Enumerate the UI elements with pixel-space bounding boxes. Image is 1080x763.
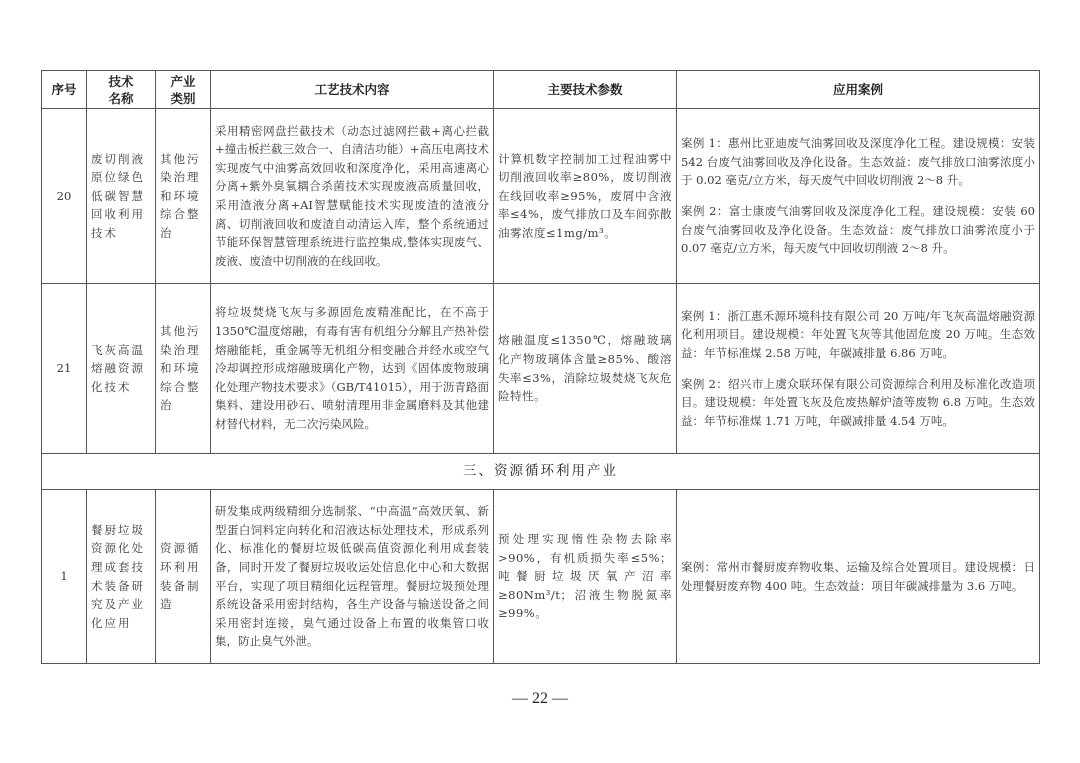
application-cases xyxy=(677,109,1040,284)
tech-name: 飞灰高温熔融资源化技术 xyxy=(87,284,156,454)
header-category-line2: 类别 xyxy=(170,90,196,106)
header-tech-name-line1: 技术 xyxy=(108,73,134,89)
section-title: 三、资源循环利用产业 xyxy=(42,454,1040,490)
row-number: 21 xyxy=(42,284,87,454)
main-params: 熔融温度≤1350℃，熔融玻璃化产物玻璃体含量≥85%、酸溶失率≤3%，消除垃圾焚烧飞灰危险特性。 xyxy=(494,284,677,454)
main-params: 预处理实现惰性杂物去除率>90%，有机质损失率≤5%；吨餐厨垃圾厌氧产沼率≥80Nm³/t；沼液生物脱氮率≥99%。 xyxy=(494,490,677,664)
header-serial: 序号 xyxy=(42,71,87,109)
page-number: — 22 — xyxy=(512,690,568,707)
process-content: 采用精密网盘拦截技术（动态过滤网拦截+离心拦截+撞击板拦截三效合一、自清洁功能）+高压电离技术实现废气中油雾高效回收和深度净化，采用高速离心分离+紫外臭氧耦合杀菌技术实现废液高质量回收，采用渣液分离+AI智慧赋能技术实现废渣的渣液分离、切削液回收和废渣自动清运入库，整个系统通过节能环保智慧管理系统进行监控集成,整体实现废气、废液、废渣中切削液的在线回收。 xyxy=(211,109,494,284)
process-content: 研发集成两级精细分选制浆、“中高温”高效厌氧、新型蛋白饲料定向转化和沼液达标处理技术，形成系列化、标准化的餐厨垃圾低碳高值资源化利用成套装备，同时开发了餐厨垃圾收运处信息化中心和大数据平台，实现了项目精细化远程管理。餐厨垃圾预处理系统设备采用密封结构，各生产设备与输送设备之间采用密封连接，臭气通过设备上布置的收集管口收集，防止臭气外泄。 xyxy=(211,490,494,664)
industry-category: 其他污染治理和环境综合整治 xyxy=(156,284,211,454)
case-item: 案例：常州市餐厨废弃物收集、运输及综合处置项目。建设规模：日处理餐厨废弃物 400 吨。生态效益：项目年碳减排量为 3.6 万吨。 xyxy=(681,559,1035,593)
table-row xyxy=(42,490,1040,664)
industry-category: 其他污染治理和环境综合整治 xyxy=(156,109,211,284)
tech-name: 餐厨垃圾资源化处理成套技术装备研究及产业化应用 xyxy=(87,490,156,664)
application-cases xyxy=(677,490,1040,664)
case-item: 案例 1：浙江惠禾源环境科技有限公司 20 万吨/年飞灰高温熔融资源化利用项目。建设规模：年处置飞灰等其他固危废 20 万吨。生态效益：年节标准煤 2.58 万吨，年碳减排量 6.86 万吨。 xyxy=(681,308,1035,360)
technology-catalog-table xyxy=(41,70,1040,664)
application-cases xyxy=(677,284,1040,454)
case-item: 案例 2：绍兴市上虞众联环保有限公司资源综合利用及标准化改造项目。建设规模：年处置飞灰及危废热解炉渣等废物 6.8 万吨。生态效益：年节标准煤 1.71 万吨，年碳减排量 4.54 万吨。 xyxy=(681,376,1035,428)
table-header-row xyxy=(42,71,1040,109)
header-process-content: 工艺技术内容 xyxy=(211,71,494,109)
header-tech-name-line2: 名称 xyxy=(108,90,134,106)
process-content: 将垃圾焚烧飞灰与多源固危废精准配比，在不高于 1350℃温度熔融，有毒有害有机组分分解且产热补偿熔融能耗，重金属等无机组分相变融合并经水或空气冷却调控形成熔融玻璃化产物，达到《固体废物玻璃化处理产物技术要求》（GB/T41015），用于沥青路面集料、建设用砂石、喷射清理用非金属磨料及其他建材替代材料，无二次污染风险。 xyxy=(211,284,494,454)
section-header-row xyxy=(42,454,1040,490)
row-number: 1 xyxy=(42,490,87,664)
case-item: 案例 2：富士康废气油雾回收及深度净化工程。建设规模：安装 60 台废气油雾回收及净化设备。生态效益：废气排放口油雾浓度小于 0.07 毫克/立方米，每天废气中回收切削液 2～8 升。 xyxy=(681,204,1035,256)
row-number: 20 xyxy=(42,109,87,284)
header-industry-category xyxy=(156,71,211,109)
header-tech-name xyxy=(87,71,156,109)
tech-name: 废切削液原位绿色低碳智慧回收利用技术 xyxy=(87,109,156,284)
main-params: 计算机数字控制加工过程油雾中切削液回收率≥80%，废切削液在线回收率≥95%，废屑中含液率≤4%，废气排放口及车间弥散油雾浓度≤1mg/m³。 xyxy=(494,109,677,284)
table-row xyxy=(42,109,1040,284)
table-row xyxy=(42,284,1040,454)
header-main-params: 主要技术参数 xyxy=(494,71,677,109)
header-category-line1: 产业 xyxy=(170,73,196,89)
industry-category: 资源循环利用装备制造 xyxy=(156,490,211,664)
header-application-cases: 应用案例 xyxy=(677,71,1040,109)
case-item: 案例 1：惠州比亚迪废气油雾回收及深度净化工程。建设规模：安装 542 台废气油雾回收及净化设备。生态效益：废气排放口油雾浓度小于 0.02 毫克/立方米，每天废气中回收切削液 2～8 升。 xyxy=(681,136,1035,188)
